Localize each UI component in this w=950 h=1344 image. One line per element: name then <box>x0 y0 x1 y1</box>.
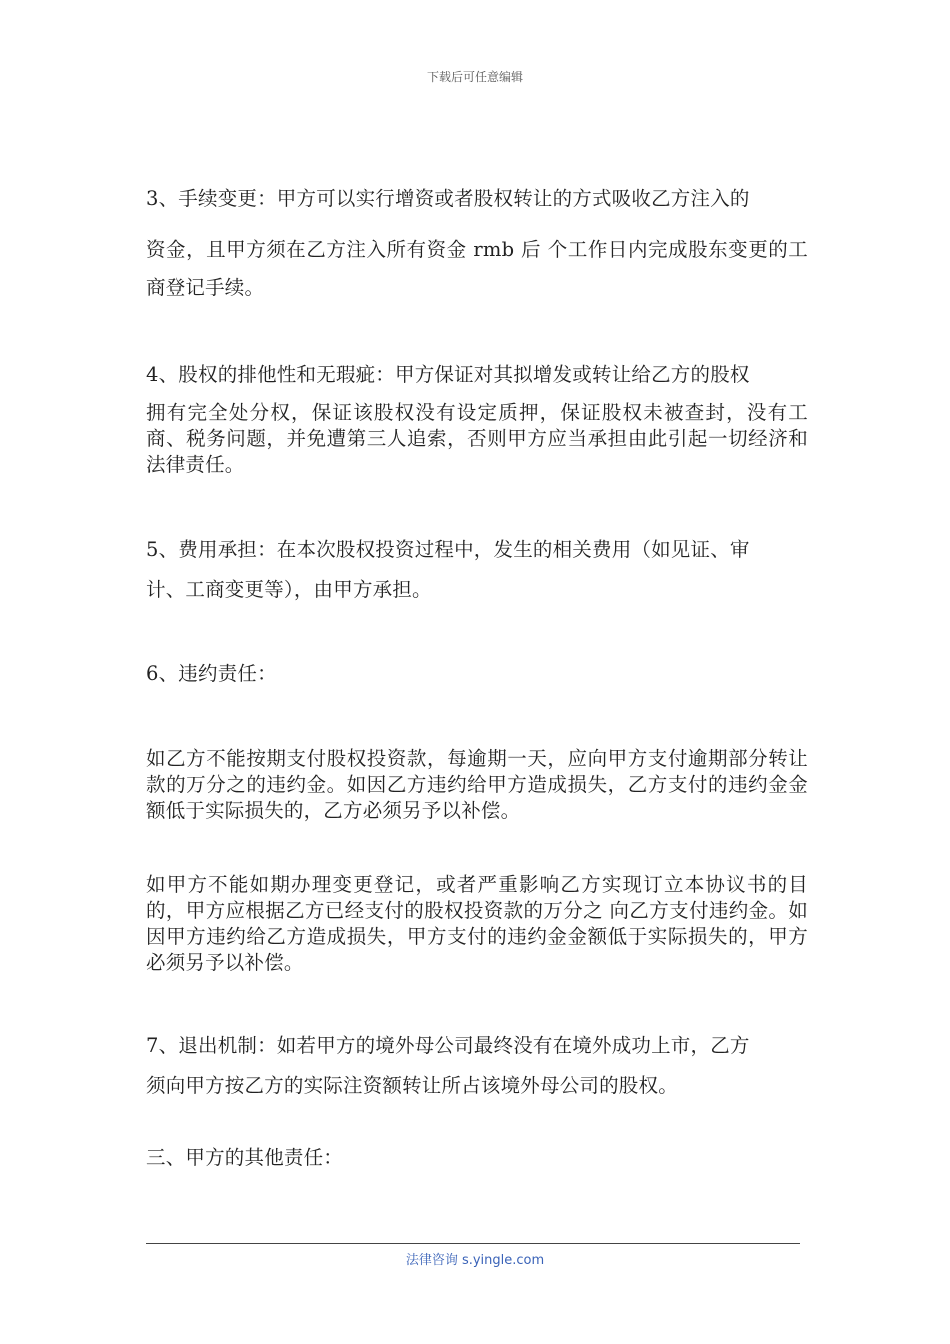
clause-3-body: 资金，且甲方须在乙方注入所有资金 rmb 后 个工作日内完成股东变更的工商登记手续。 <box>146 238 808 299</box>
section-3-title: 三、甲方的其他责任： <box>146 1146 344 1169</box>
clause-6-party-b-default <box>146 746 808 824</box>
clause-3-first-line: 3、手续变更：甲方可以实行增资或者股权转让的方式吸收乙方注入的 <box>146 187 750 210</box>
clause-3-procedure-change <box>146 182 808 307</box>
footer-link[interactable]: 法律咨询 s.yingle.com <box>405 1253 545 1268</box>
clause-4-body: 拥有完全处分权，保证该股权没有设定质押，保证股权未被查封，没有工商、税务问题，并免遭第三人追索，否则甲方应当承担由此引起一切经济和法律责任。 <box>146 401 808 476</box>
clause-6-heading <box>146 657 808 691</box>
footer-divider <box>146 1243 800 1244</box>
clause-6a-body: 如乙方不能按期支付股权投资款，每逾期一天，应向甲方支付逾期部分转让款的万分之的违约金。如因乙方违约给甲方造成损失，乙方支付的违约金金额低于实际损失的，乙方必须另予以补偿。 <box>146 747 808 822</box>
clause-5-expenses <box>146 533 808 607</box>
clause-7-exit-mechanism <box>146 1029 808 1103</box>
clause-5-first-line: 5、费用承担：在本次股权投资过程中，发生的相关费用（如见证、审 <box>146 538 750 561</box>
section-3-heading <box>146 1141 808 1175</box>
clause-4-first-line: 4、股权的排他性和无瑕疵：甲方保证对其拟增发或转让给乙方的股权 <box>146 363 750 386</box>
clause-6-title: 6、违约责任： <box>146 662 277 685</box>
clause-7-body: 须向甲方按乙方的实际注资额转让所占该境外母公司的股权。 <box>146 1074 678 1097</box>
clause-6-party-a-default <box>146 872 808 976</box>
clause-6b-body: 如甲方不能如期办理变更登记，或者严重影响乙方实现订立本协议书的目的，甲方应根据乙方已经支付的股权投资款的万分之 向乙方支付违约金。如因甲方违约给乙方造成损失，甲方支付的违约金金额低于实际损失的，甲方必须另予以补偿。 <box>146 873 808 974</box>
clause-5-body: 计、工商变更等），由甲方承担。 <box>146 578 432 601</box>
clause-4-exclusivity <box>146 358 808 478</box>
clause-7-first-line: 7、退出机制：如若甲方的境外母公司最终没有在境外成功上市，乙方 <box>146 1034 750 1057</box>
page-header-note: 下载后可任意编辑 <box>426 70 523 84</box>
